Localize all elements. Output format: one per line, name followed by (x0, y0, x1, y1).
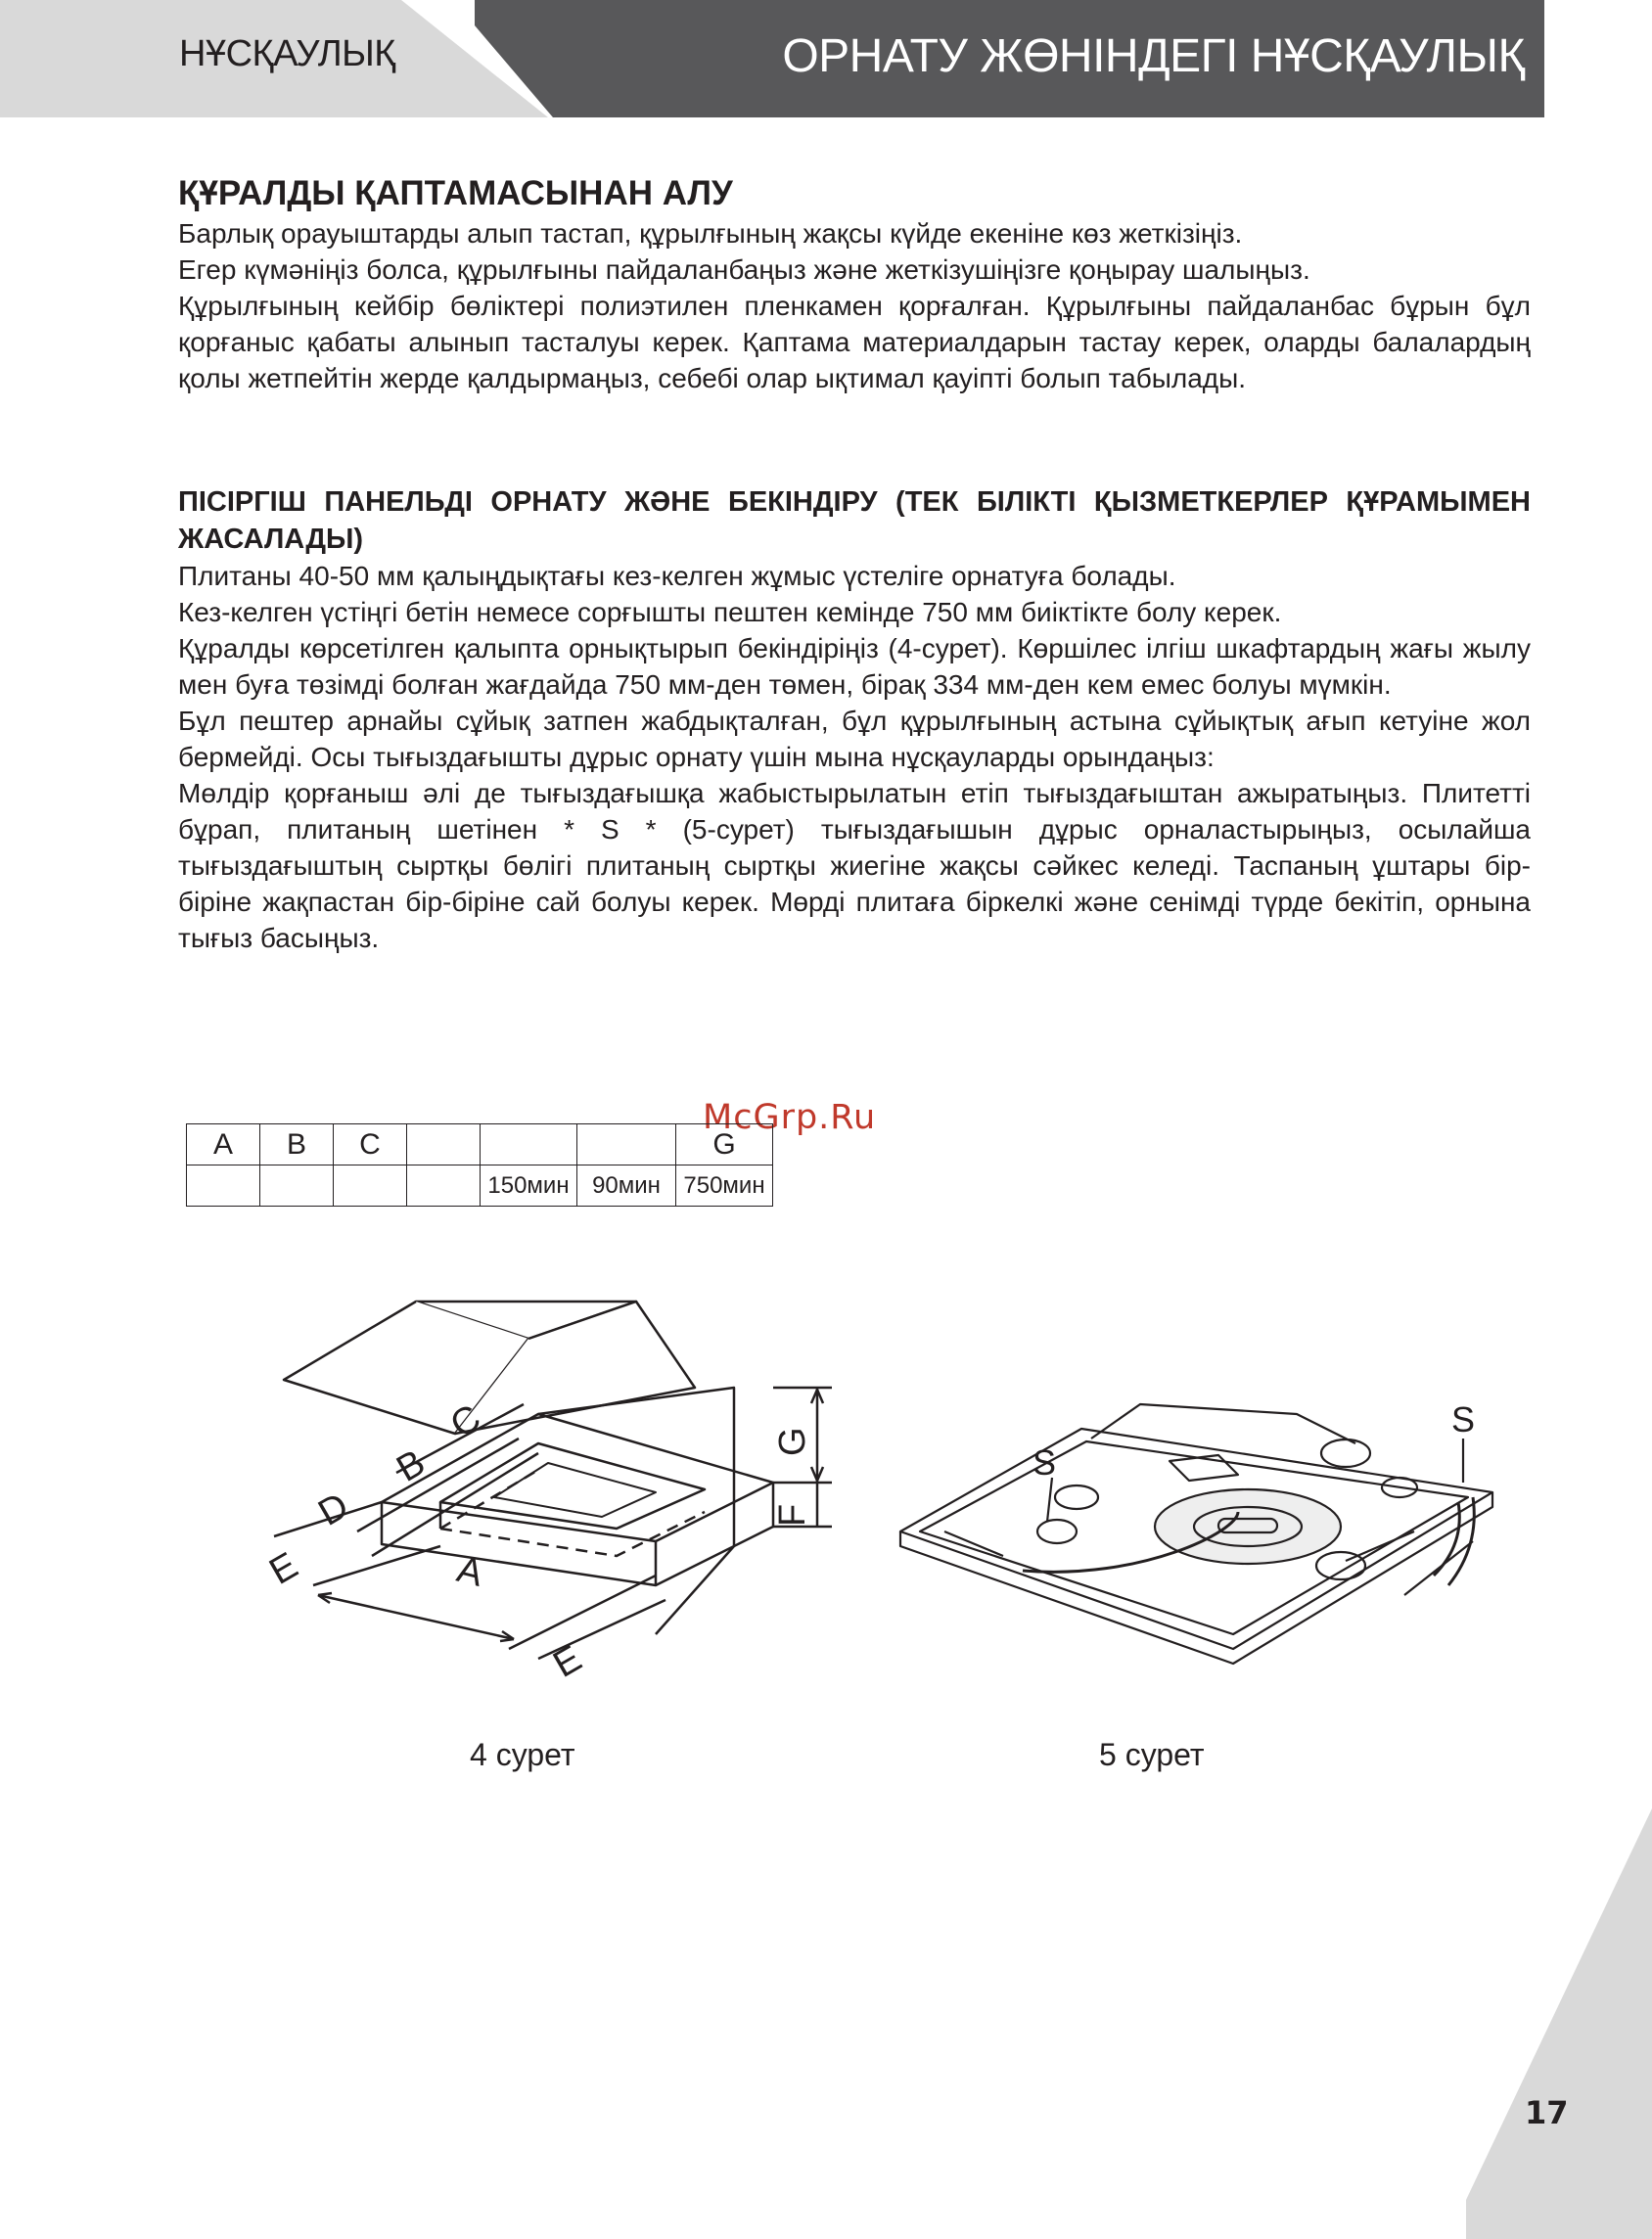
page-corner-tab (1466, 1808, 1652, 2239)
table-cell (407, 1124, 481, 1165)
paragraph: Кез-келген үстіңгі бетін немесе сорғышты пештен кемінде 750 мм биіктікте болу керек. (178, 597, 1282, 627)
table-cell (260, 1165, 334, 1207)
figure-4-cutout-diagram (245, 1282, 871, 1713)
section-heading: ҚҰРАЛДЫ ҚАПТАМАСЫНАН АЛУ (178, 174, 733, 212)
table-cell: 90мин (577, 1165, 676, 1207)
dimension-label-e: E (262, 1544, 305, 1593)
seal-label-s: S (1032, 1442, 1057, 1483)
figure-4-caption: 4 сурет (470, 1737, 575, 1772)
figure-5-hob-seal-diagram (886, 1385, 1512, 1678)
page-number: 17 (1525, 2094, 1569, 2131)
paragraph: Плитаны 40-50 мм қалыңдықтағы кез-келген жұмыс үстеліге орнатуға болады. (178, 561, 1176, 591)
table-cell: C (334, 1124, 407, 1165)
dimension-label-a: A (452, 1548, 487, 1595)
dimension-label-g: G (772, 1427, 813, 1456)
header-left-title: НҰСҚАУЛЫҚ (179, 33, 395, 74)
watermark: McGrp.Ru (703, 1098, 877, 1137)
table-row (187, 1124, 773, 1165)
paragraph: Егер күмәніңіз болса, құрылғыны пайдаланбаңыз және жеткізушіңізге қоңырау шалыңыз. (178, 254, 1310, 285)
figure-5-caption: 5 сурет (1099, 1737, 1205, 1772)
paragraph: Құрылғының кейбір бөліктері полиэтилен пленкамен қорғалған. Құрылғыны пайдаланбас бұрын бұл қорғаныс қабаты алынып тасталуы керек. Қаптама материалдарын тастау керек, оларды балалардың қолы жетпейтін жерде қалдырмаңыз, себебі олар ықтимал қауіпті болып табылады. (178, 291, 1531, 393)
dimension-label-e: E (546, 1637, 589, 1686)
table-row (187, 1165, 773, 1207)
dimension-label-d: D (311, 1485, 356, 1534)
table-cell (481, 1124, 577, 1165)
table-cell (577, 1124, 676, 1165)
section-installation (178, 483, 1531, 956)
seal-label-s: S (1451, 1399, 1476, 1439)
table-cell: B (260, 1124, 334, 1165)
dimension-label-b: B (390, 1441, 433, 1490)
table-cell: G (676, 1124, 773, 1165)
section-unpacking (178, 172, 1531, 396)
paragraph: Барлық орауыштарды алып тастап, құрылғының жақсы күйде екеніне көз жеткізіңіз. (178, 218, 1243, 249)
table-cell: 150мин (481, 1165, 577, 1207)
header-right-title: ОРНАТУ ЖӨНІНДЕГІ НҰСҚАУЛЫҚ (782, 30, 1525, 82)
table-cell (334, 1165, 407, 1207)
section-heading: ПІСІРГІШ ПАНЕЛЬДІ ОРНАТУ ЖӘНЕ БЕКІНДІРУ (ТЕК БІЛІКТІ ҚЫЗМЕТКЕРЛЕР ҚҰРАМЫМЕН ЖАСАЛАДЫ) (178, 486, 1531, 555)
table-cell: A (187, 1124, 260, 1165)
paragraph: Бұл пештер арнайы сұйық затпен жабдықталған, бұл құрылғының астына сұйықтық ағып кетуіне жол бермейді. Осы тығыздағышты дұрыс орнату үшін мына нұсқауларды орындаңыз: (178, 706, 1531, 772)
dimension-label-c: C (443, 1396, 488, 1446)
dimension-label-f: F (772, 1503, 813, 1527)
dimension-table (186, 1123, 773, 1207)
paragraph: Құралды көрсетілген қалыпта орнықтырып бекіндіріңіз (4-сурет). Көршілес ілгіш шкафтардың жағы жылу мен буға төзімді болған жағдайда 750 мм-ден төмен, бірақ 334 мм-ден кем емес болуы мүмкін. (178, 633, 1531, 700)
paragraph: Мөлдір қорғаныш әлі де тығыздағышқа жабыстырылатын етіп тығыздағыштан ажыратыңыз. Плитетті бұрап, плитаның шетінен * S * (5-сурет) тығыздағышын дұрыс орналастырыңыз, осылайша тығыздағыштың сыртқы бөлігі плитаның сыртқы жиегіне жақсы сәйкес келеді. Таспаның ұштары бір-біріне жақпастан бір-біріне сай болуы керек. Мөрді плитаға біркелкі және сенімді түрде бекітіп, орнына тығыз басыңыз. (178, 778, 1531, 953)
table-cell (187, 1165, 260, 1207)
table-cell: 750мин (676, 1165, 773, 1207)
table-cell (407, 1165, 481, 1207)
